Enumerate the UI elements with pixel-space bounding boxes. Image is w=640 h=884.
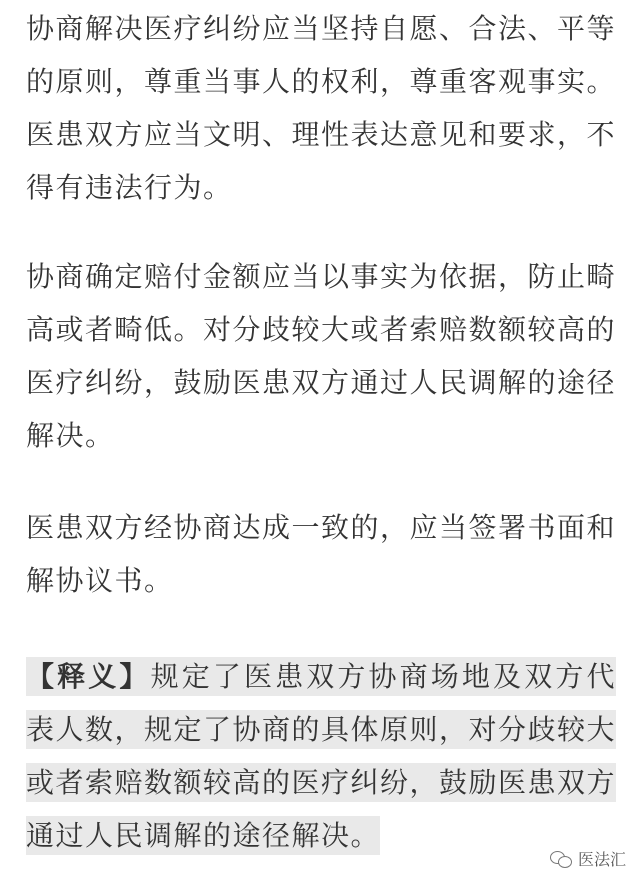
interpretation-label: 【释义】 (26, 660, 151, 693)
watermark-text: 医法汇 (577, 850, 626, 869)
interpretation-text: 规定了医患双方协商场地及双方代表人数，规定了协商的具体原则，对分歧较大或者索赔数额较高的医疗纠纷，鼓励医患双方通过人民调解的途径解决。 (26, 660, 617, 852)
paragraph-compensation-amount: 协商确定赔付金额应当以事实为依据，防止畸高或者畸低。对分歧较大或者索赔数额较高的医疗纠纷，鼓励医患双方通过人民调解的途径解决。 (26, 260, 617, 452)
interpretation-highlight (26, 657, 616, 855)
interpretation-paragraph (0, 650, 640, 862)
wechat-icon (550, 850, 572, 868)
source-watermark (550, 847, 626, 870)
paragraph-settlement-agreement: 医患双方经协商达成一致的，应当签署书面和解协议书。 (26, 511, 617, 597)
paragraph-consultation-principles: 协商解决医疗纠纷应当坚持自愿、合法、平等的原则，尊重当事人的权利，尊重客观事实。医患双方应当文明、理性表达意见和要求，不得有违法行为。 (26, 12, 617, 204)
